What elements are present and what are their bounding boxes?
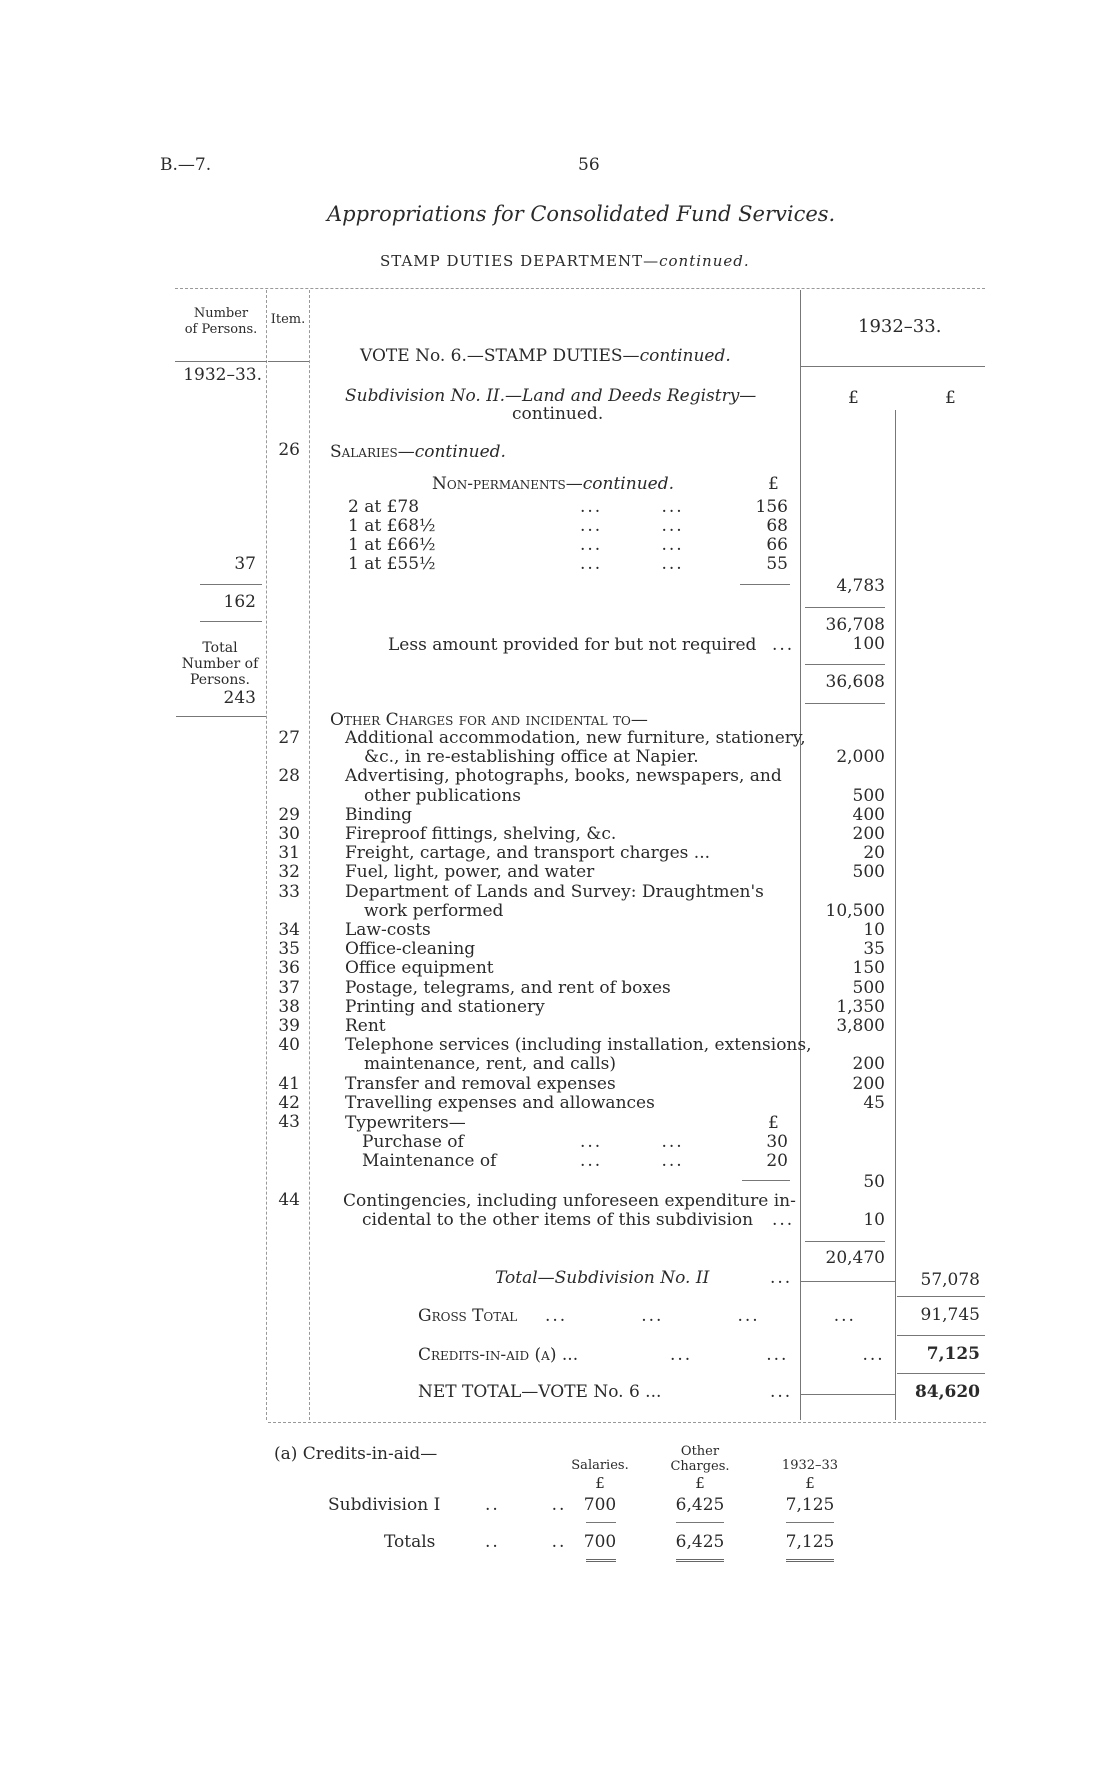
salaries-pound-sign: £ bbox=[768, 474, 779, 494]
charge-description: work performed bbox=[364, 900, 504, 921]
footnote-pound-sign: £ bbox=[695, 1474, 705, 1492]
amount-rule bbox=[805, 703, 885, 704]
salary-row-amount: 156 bbox=[755, 497, 788, 517]
item-number: 31 bbox=[278, 843, 300, 864]
salaries-label: Salaries— bbox=[330, 442, 415, 462]
table-bottom-rule bbox=[268, 1422, 986, 1423]
total-rule bbox=[897, 1373, 985, 1374]
department-name: STAMP DUTIES DEPARTMENT— bbox=[380, 252, 660, 270]
page-title: Appropriations for Consolidated Fund Services. bbox=[327, 202, 836, 226]
charge-description: Advertising, photographs, books, newspapers, and bbox=[345, 766, 782, 787]
persons-rule bbox=[200, 584, 262, 585]
footnote-rule bbox=[786, 1522, 834, 1523]
leader-dots: ... bbox=[772, 635, 795, 655]
item-number: 28 bbox=[278, 766, 300, 787]
total-column-rule bbox=[895, 410, 896, 1420]
salary-row-label: 2 at £78 bbox=[348, 497, 420, 517]
persons-header-line: Number bbox=[193, 306, 249, 321]
item-number: 33 bbox=[278, 881, 300, 902]
charge-amount: 45 bbox=[863, 1092, 885, 1113]
credits-in-aid-amount: 7,125 bbox=[926, 1344, 980, 1364]
amount-rule bbox=[805, 664, 885, 665]
footnote-column-year: 1932–33 bbox=[781, 1458, 839, 1473]
charge-description: Telephone services (including installation, extensions, bbox=[345, 1035, 812, 1056]
gross-total-label: Gross Total bbox=[418, 1306, 518, 1326]
charge-amount: 500 bbox=[852, 785, 885, 806]
footnote-column-salaries: Salaries. bbox=[571, 1458, 629, 1473]
footnote-pound-sign: £ bbox=[595, 1474, 605, 1492]
vote-title bbox=[360, 346, 731, 366]
charge-description: Transfer and removal expenses bbox=[345, 1073, 616, 1094]
other-charges-heading: Other Charges for and incidental to— bbox=[330, 710, 648, 730]
total-persons-label-line: Number of bbox=[181, 656, 259, 672]
item-number: 41 bbox=[278, 1073, 300, 1094]
less-amount-label: Less amount provided for but not required bbox=[388, 635, 757, 655]
charge-description: Fireproof fittings, shelving, &c. bbox=[345, 824, 617, 844]
amount-rule bbox=[805, 607, 885, 608]
charge-description: Additional accommodation, new furniture, stationery, bbox=[345, 728, 806, 748]
footnote-row-other: 6,425 bbox=[675, 1532, 725, 1552]
charge-amount: 500 bbox=[852, 862, 885, 883]
nonpermanents-heading bbox=[432, 474, 674, 494]
footnote-row-other: 6,425 bbox=[675, 1495, 725, 1515]
charge-amount: 3,800 bbox=[836, 1016, 885, 1036]
leader-dots: ... ... ... ... bbox=[545, 1306, 856, 1326]
total-persons-label bbox=[176, 640, 264, 688]
leader-dots: ... ... bbox=[580, 497, 684, 517]
total-rule bbox=[897, 1296, 985, 1297]
vote-title-continued: continued. bbox=[639, 346, 731, 366]
footnote-row-salaries: 700 bbox=[583, 1532, 617, 1552]
contingencies-amount: 10 bbox=[863, 1210, 885, 1230]
year-head-rule bbox=[800, 366, 985, 367]
charge-amount: 400 bbox=[852, 804, 885, 825]
leader-dots: ... bbox=[770, 1268, 793, 1288]
department-continued: continued. bbox=[659, 252, 750, 270]
contingencies-line: Contingencies, including unforeseen expenditure in- bbox=[343, 1191, 796, 1211]
charge-description: Postage, telegrams, and rent of boxes bbox=[345, 977, 671, 998]
item-number: 42 bbox=[278, 1092, 300, 1113]
leader-dots: ... ... ... bbox=[670, 1345, 885, 1365]
footnote-double-rule bbox=[586, 1559, 616, 1562]
persons-year: 1932–33. bbox=[183, 365, 262, 385]
gross-total-amount: 91,745 bbox=[920, 1305, 980, 1325]
salary-row-label: 1 at £66½ bbox=[348, 535, 436, 555]
charge-amount: 150 bbox=[852, 958, 885, 979]
footnote-rule bbox=[676, 1522, 724, 1523]
total-rule bbox=[897, 1335, 985, 1336]
typewriters-maintenance-amount: 20 bbox=[766, 1151, 788, 1171]
charge-amount: 10 bbox=[863, 920, 885, 940]
item-number: 34 bbox=[278, 920, 300, 940]
item-column-rule bbox=[309, 290, 310, 1420]
amount-rule bbox=[805, 1241, 885, 1242]
persons-header-line: of Persons. bbox=[184, 322, 258, 337]
typewriters-purchase-label: Purchase of bbox=[362, 1132, 464, 1152]
footnote-row-label: Totals bbox=[384, 1532, 436, 1552]
nonpermanents-label: Non-permanents— bbox=[432, 474, 583, 494]
charge-amount: 20 bbox=[863, 843, 885, 864]
year-column-header: 1932–33. bbox=[858, 316, 942, 337]
total-persons-label-line: Total bbox=[202, 640, 238, 656]
leader-dots: ... ... bbox=[580, 1151, 684, 1171]
charge-description: &c., in re-establishing office at Napier. bbox=[364, 747, 699, 768]
item-number: 38 bbox=[278, 996, 300, 1017]
leader-dots: .. .. bbox=[485, 1532, 567, 1552]
charge-description: Travelling expenses and allowances bbox=[345, 1092, 655, 1113]
leader-dots: ... ... bbox=[580, 535, 684, 555]
typewriters-label: Typewriters— bbox=[345, 1113, 466, 1133]
department-heading bbox=[380, 252, 750, 270]
charge-description: Office-cleaning bbox=[345, 939, 476, 960]
footnote-row-year: 7,125 bbox=[785, 1532, 835, 1552]
persons-head-rule bbox=[175, 361, 267, 362]
charge-description: Printing and stationery bbox=[345, 996, 545, 1017]
item-number: 36 bbox=[278, 958, 300, 979]
charge-description: Rent bbox=[345, 1016, 386, 1036]
leader-dots: ... ... bbox=[580, 516, 684, 536]
item-number: 26 bbox=[278, 440, 300, 460]
item-number: 44 bbox=[278, 1190, 300, 1210]
amount-pound-sign: £ bbox=[848, 388, 859, 408]
persons-count: 37 bbox=[234, 554, 256, 574]
charge-description: Office equipment bbox=[345, 958, 494, 979]
item-number: 43 bbox=[278, 1112, 300, 1132]
page-number: 56 bbox=[578, 155, 600, 175]
document-reference: B.—7. bbox=[160, 155, 212, 175]
footnote-column-other-line: Other bbox=[680, 1444, 720, 1459]
amount-rule bbox=[800, 1281, 895, 1282]
footnote-double-rule bbox=[676, 1559, 724, 1562]
salaries-subtotal: 4,783 bbox=[836, 576, 885, 596]
leader-dots: ... ... bbox=[580, 1132, 684, 1152]
charge-description: Freight, cartage, and transport charges ... bbox=[345, 843, 711, 864]
leader-dots: ... ... bbox=[580, 554, 684, 574]
persons-column-rule bbox=[266, 290, 267, 1420]
charge-amount: 35 bbox=[863, 939, 885, 960]
salary-row-label: 1 at £68½ bbox=[348, 516, 436, 536]
net-total-amount: 84,620 bbox=[914, 1382, 980, 1402]
net-total-label: NET TOTAL—VOTE No. 6 ... bbox=[418, 1382, 662, 1402]
vote-title-text: VOTE No. 6.—STAMP DUTIES— bbox=[360, 346, 640, 366]
persons-rule bbox=[200, 621, 262, 622]
footnote-row-label: Subdivision I bbox=[328, 1495, 441, 1515]
footnote-label: (a) Credits-in-aid— bbox=[274, 1444, 438, 1464]
footnote-double-rule bbox=[786, 1559, 834, 1562]
footnote-row-salaries: 700 bbox=[583, 1495, 617, 1515]
charge-amount: 2,000 bbox=[836, 747, 885, 768]
item-head-rule bbox=[268, 361, 309, 362]
contingencies-line: cidental to the other items of this subdivision bbox=[362, 1210, 754, 1230]
leader-dots: .. .. bbox=[485, 1495, 567, 1515]
item-column-header: Item. bbox=[270, 312, 306, 327]
typewriters-purchase-amount: 30 bbox=[766, 1132, 788, 1152]
charge-description: Binding bbox=[345, 804, 413, 825]
typewriters-total: 50 bbox=[863, 1172, 885, 1192]
amount-rule bbox=[800, 1394, 895, 1395]
other-charges-total: 20,470 bbox=[825, 1248, 885, 1268]
leader-dots: ... bbox=[772, 1210, 795, 1230]
salary-row-amount: 66 bbox=[766, 535, 788, 555]
salary-row-amount: 68 bbox=[766, 516, 788, 536]
footnote-column-other bbox=[658, 1444, 742, 1474]
persons-rule bbox=[176, 716, 266, 717]
charge-amount: 10,500 bbox=[825, 900, 885, 921]
leader-dots: ... bbox=[770, 1382, 793, 1402]
charge-description: Law-costs bbox=[345, 920, 431, 940]
charge-description: Fuel, light, power, and water bbox=[345, 862, 595, 883]
footnote-rule bbox=[586, 1522, 616, 1523]
subdivision-title: Subdivision No. II.—Land and Deeds Registry— bbox=[345, 386, 757, 406]
footnote-column-other-line: Charges. bbox=[670, 1459, 730, 1474]
item-number: 30 bbox=[278, 824, 300, 844]
subtotal-rule bbox=[740, 584, 790, 585]
item-number: 40 bbox=[278, 1035, 300, 1056]
credits-in-aid-label: Credits-in-aid (a) ... bbox=[418, 1345, 579, 1365]
subdivision-total-label: Total—Subdivision No. II bbox=[495, 1268, 710, 1288]
charge-description: other publications bbox=[364, 785, 522, 806]
item-number: 37 bbox=[278, 977, 300, 998]
total-persons: 243 bbox=[223, 688, 256, 708]
charge-amount: 200 bbox=[852, 1073, 885, 1094]
typewriters-rule bbox=[742, 1180, 790, 1181]
footnote-pound-sign: £ bbox=[805, 1474, 815, 1492]
typewriters-maintenance-label: Maintenance of bbox=[362, 1151, 497, 1171]
charge-description: maintenance, rent, and calls) bbox=[364, 1054, 616, 1075]
amount-column-rule bbox=[800, 290, 801, 1420]
table-top-rule bbox=[175, 288, 985, 289]
salaries-gross: 36,708 bbox=[825, 615, 885, 635]
item-number: 29 bbox=[278, 804, 300, 825]
item-number: 32 bbox=[278, 862, 300, 883]
salary-row-amount: 55 bbox=[766, 554, 788, 574]
item-number: 27 bbox=[278, 728, 300, 748]
item-number: 39 bbox=[278, 1016, 300, 1036]
less-amount: 100 bbox=[852, 634, 885, 654]
charge-amount: 500 bbox=[852, 977, 885, 998]
salary-row-label: 1 at £55½ bbox=[348, 554, 436, 574]
nonpermanents-continued: continued. bbox=[582, 474, 674, 494]
salaries-net: 36,608 bbox=[825, 672, 885, 692]
charge-amount: 200 bbox=[852, 824, 885, 844]
total-persons-label-line: Persons. bbox=[189, 672, 251, 688]
charge-amount: 1,350 bbox=[836, 996, 885, 1017]
subdivision-continued: continued. bbox=[512, 404, 604, 424]
persons-column-header bbox=[178, 306, 264, 338]
footnote-row-year: 7,125 bbox=[785, 1495, 835, 1515]
salaries-continued: continued. bbox=[414, 442, 506, 462]
typewriters-pound-sign: £ bbox=[768, 1113, 779, 1133]
item-number: 35 bbox=[278, 939, 300, 960]
charge-amount: 200 bbox=[852, 1054, 885, 1075]
charge-description: Department of Lands and Survey: Draughtmen's bbox=[345, 881, 764, 902]
total-pound-sign: £ bbox=[945, 388, 956, 408]
persons-total: 162 bbox=[223, 592, 256, 612]
salaries-heading bbox=[330, 442, 506, 462]
subdivision-total-amount: 57,078 bbox=[920, 1270, 980, 1290]
